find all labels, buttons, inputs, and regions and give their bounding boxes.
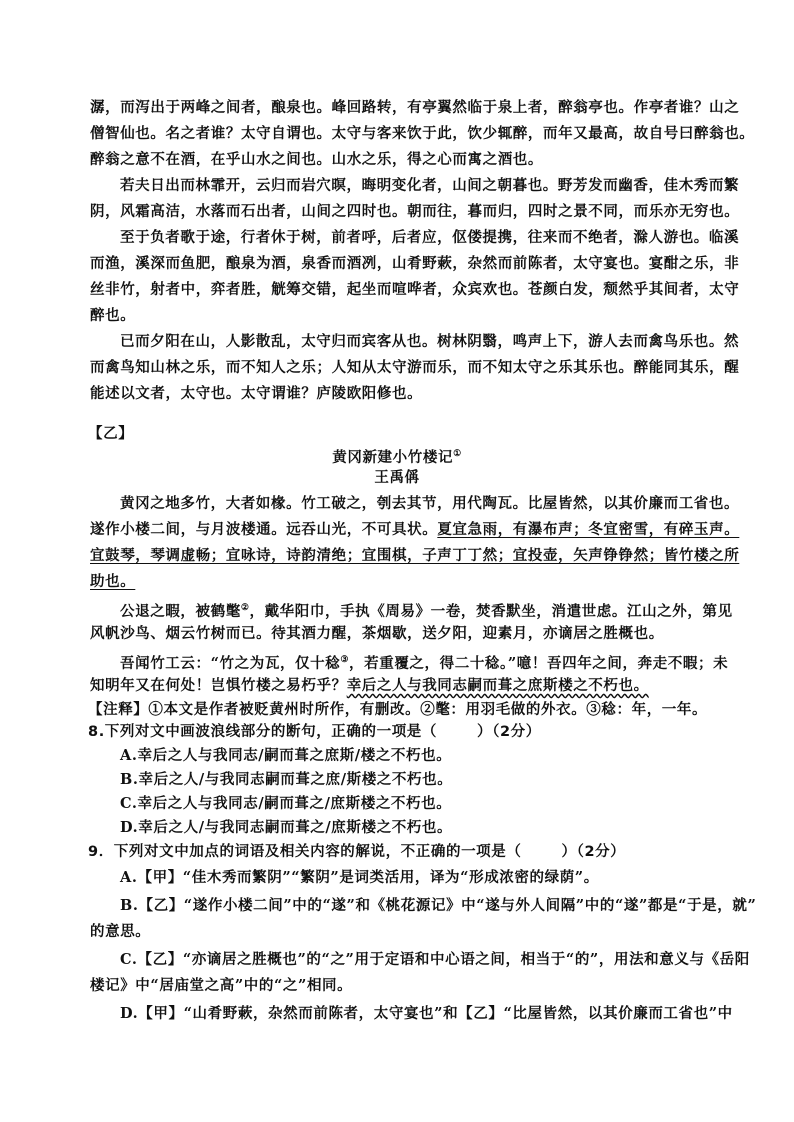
yi-line: 风帆沙鸟、烟云竹树而已。待其酒力醒，茶烟歇，送夕阳，迎素月，亦谪居之胜概也。 xyxy=(90,625,664,642)
question-9-option-b-cont: 的意思。 xyxy=(90,923,151,940)
jia-line: 已而夕阳在山，人影散乱，太守归而宾客从也。树林阴翳，鸣声上下，游人去而禽鸟乐也。然 xyxy=(120,333,740,350)
jia-line: 而渔，溪深而鱼肥，酿泉为酒，泉香而酒冽，山肴野蔌，杂然而前陈者，太守宴也。宴酣之乐，非 xyxy=(90,255,740,272)
jia-line: 而禽鸟知山林之乐，而不知人之乐；人知从太守游而乐，而不知太守之乐其乐也。醉能同其乐，醒 xyxy=(90,359,740,376)
question-score: ）（2分） xyxy=(477,724,541,740)
question-9-option-b: B.【乙】“遂作小楼二间”中的“遂”和《桃花源记》中“遂与外人间隔”中的“遂”都是“于是，就” xyxy=(120,897,757,914)
question-score: ）（2分） xyxy=(561,844,626,860)
jia-line: 能述以文者，太守也。太守谓谁？庐陵欧阳修也。 xyxy=(90,385,423,402)
yi-line xyxy=(120,650,770,674)
yi-line xyxy=(90,520,770,540)
yi-line xyxy=(120,598,770,622)
footnote-marker: ② xyxy=(240,603,250,613)
question-8-option: C.幸后之人与我同志/嗣而葺之/庶斯楼之不朽也。 xyxy=(120,795,452,812)
yi-line xyxy=(90,546,770,566)
question-text: 9．下列对文中加点的词语及相关内容的解说，不正确的一项是（ xyxy=(88,844,522,860)
underlined-text: 助也。 xyxy=(90,573,136,590)
question-9-stem xyxy=(88,842,768,862)
jia-line: 阴，风霜高洁，水落而石出者，山间之四时也。朝而往，暮而归，四时之景不同，而乐亦无穷也。 xyxy=(90,203,740,220)
question-8-stem xyxy=(88,722,768,742)
wavy-underlined-text: 幸后之人与我同志嗣而葺之庶斯楼之不朽也。 xyxy=(346,677,649,694)
question-9-option-a: A.【甲】“佳木秀而繁阴”“繁阴”是词类活用，译为“形成浓密的绿荫”。 xyxy=(120,869,599,886)
yi-title: 黄冈新建小竹楼记 xyxy=(332,448,454,466)
annotation xyxy=(88,700,768,720)
yi-title-note: ① xyxy=(453,449,462,459)
jia-line: 至于负者歌于途，行者休于树，前者呼，后者应，伛偻提携，往来而不绝者，滁人游也。临溪 xyxy=(120,229,740,246)
underlined-text: 夏宜急雨，有瀑布声；冬宜密雪，有碎玉声。 xyxy=(437,521,740,538)
question-9-option-d: D.【甲】“山肴野蔌，杂然而前陈者，太守宴也”和【乙】“比屋皆然，以其价廉而工省也”中 xyxy=(120,1005,733,1022)
yi-text-plain: 吾闻竹工云：“竹之为瓦，仅十稔 xyxy=(120,654,341,672)
question-9-option-c-cont: 楼记》中“居庙堂之高”中的“之”相同。 xyxy=(90,977,353,994)
yi-line xyxy=(90,572,770,592)
jia-line: 醉也。 xyxy=(90,307,136,324)
jia-line: 僧智仙也。名之者谁？太守自谓也。太守与客来饮于此，饮少辄醉，而年又最高，故自号曰醉翁也。 xyxy=(90,125,755,142)
jia-line: 潺，而泻出于两峰之间者，酿泉也。峰回路转，有亭翼然临于泉上者，醉翁亭也。作亭者谁？山之 xyxy=(90,99,740,116)
section-label-yi: 【乙】 xyxy=(88,426,134,442)
jia-line: 醉翁之意不在酒，在乎山水之间也。山水之乐，得之心而寓之酒也。 xyxy=(90,151,543,168)
annotation-label: 【注释】 xyxy=(88,702,149,718)
question-8-option: D.幸后之人/与我同志嗣而葺之/庶斯楼之不朽也。 xyxy=(120,819,453,836)
question-text: 8.下列对文中画波浪线部分的断句，正确的一项是（ xyxy=(88,724,437,740)
yi-text-plain: ，若重覆之，得二十稔。”噫！吾四年之间，奔走不暇；未 xyxy=(349,654,729,672)
jia-line: 丝非竹，射者中，弈者胜，觥筹交错，起坐而喧哗者，众宾欢也。苍颜白发，颓然乎其间者，太守 xyxy=(90,281,740,298)
yi-author: 王禹偁 xyxy=(374,469,420,486)
yi-line xyxy=(90,676,770,696)
jia-line: 若夫日出而林霏开，云归而岩穴暝，晦明变化者，山间之朝暮也。野芳发而幽香，佳木秀而繁 xyxy=(120,177,740,194)
question-9-option-c: C.【乙】“亦谪居之胜概也”的“之”用于定语和中心语之间，相当于“的”，用法和意义与《岳阳 xyxy=(120,951,750,968)
yi-text-plain: 遂作小楼二间，与月波楼通。远吞山光，不可具状。 xyxy=(90,521,438,538)
yi-title-wrap xyxy=(0,444,794,468)
yi-text-plain: ，戴华阳巾，手执《周易》一卷，焚香默坐，消遣世虑。江山之外，第见 xyxy=(249,602,733,620)
question-8-option: B.幸后之人/与我同志嗣而葺之庶/斯楼之不朽也。 xyxy=(120,771,453,788)
footnote-marker: ③ xyxy=(340,655,350,665)
annotation-text: ①本文是作者被贬黄州时所作，有删改。②氅：用羽毛做的外衣。③稔：年，一年。 xyxy=(148,701,708,718)
yi-text-plain: 公退之暇，被鹤氅 xyxy=(120,602,241,620)
question-8-option: A.幸后之人与我同志/嗣而葺之庶斯/楼之不朽也。 xyxy=(120,747,452,764)
yi-line: 黄冈之地多竹，大者如椽。竹工破之，刳去其节，用代陶瓦。比屋皆然，以其价廉而工省也。 xyxy=(120,495,740,512)
underlined-text: 宜鼓琴，琴调虚畅；宜咏诗，诗韵清绝；宜围棋，子声丁丁然；宜投壶，矢声铮铮然；皆竹楼之所 xyxy=(90,547,740,564)
yi-text-plain: 知明年又在何处！岂惧竹楼之易朽乎？ xyxy=(90,677,347,694)
